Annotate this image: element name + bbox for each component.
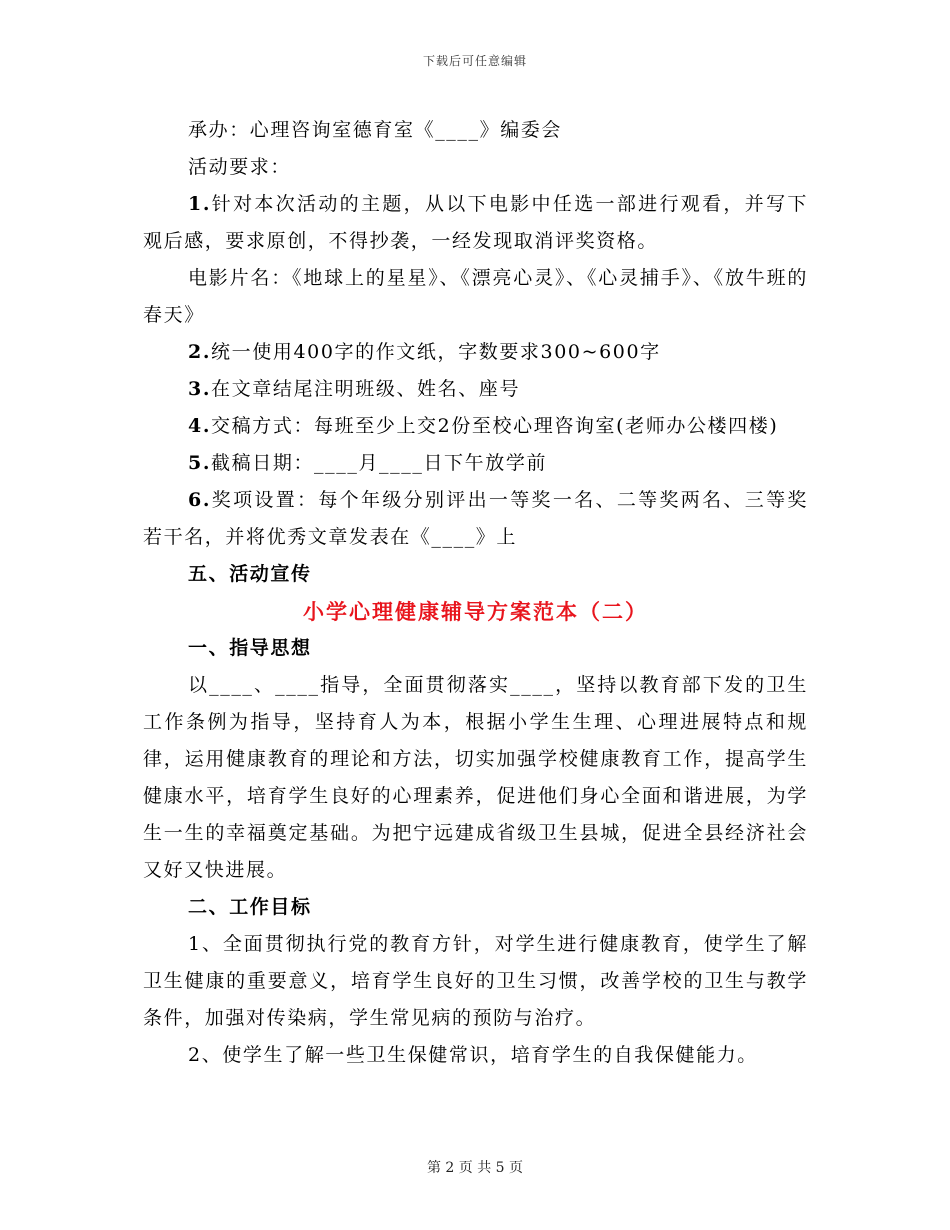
item-number: 4. [188,415,212,437]
work-goal-2: 2、使学生了解一些卫生保健常识，培育学生的自我保健能力。 [188,1044,758,1066]
page-header: 下载后可任意编辑 [422,54,527,68]
item-text: 针对本次活动的主题，从以下电影中任选一部进行观看，并写下观后感，要求原创，不得抄袭，一经发现取消评奖资格。 [143,193,808,252]
requirement-item-1 [143,186,808,260]
item-number: 2. [188,341,212,363]
document-body [143,112,808,1074]
section-heading-work-goals: 二、工作目标 [188,896,312,918]
item-text: 奖项设置：每个年级分别评出一等奖一名、二等奖两名、三等奖若干名，并将优秀文章发表在《____》上 [143,489,808,548]
item-number: 5. [188,452,212,474]
requirement-item-4 [143,408,808,445]
requirement-item-6 [143,482,808,556]
organizer-paragraph: 承办：心理咨询室德育室《____》编委会 [188,119,563,141]
item-number: 1. [188,193,212,215]
page-footer: 第 2 页 共 5 页 [426,1160,524,1176]
movie-list-paragraph: 电影片名：《地球上的星星》、《漂亮心灵》、《心灵捕手》、《放牛班的春天》 [143,267,808,326]
item-text: 统一使用400字的作文纸，字数要求300~600字 [211,341,661,363]
guiding-ideology-paragraph: 以____、____指导，全面贯彻落实____，坚持以教育部下发的卫生工作条例为指导，坚持育人为本，根据小学生生理、心理进展特点和规律，运用健康教育的理论和方法，切实加强学校健康教育工作，提高学生健康水平，培育学生良好的心理素养，促进他们身心全面和谐进展，为学生一生的幸福奠定基础。为把宁远建成省级卫生县城，促进全县经济社会又好又快进展。 [143,674,808,881]
requirements-label: 活动要求： [188,156,292,178]
item-text: 在文章结尾注明班级、姓名、座号 [211,378,521,400]
work-goal-1: 1、全面贯彻执行党的教育方针，对学生进行健康教育，使学生了解卫生健康的重要意义，培育学生良好的卫生习惯，改善学校的卫生与教学条件，加强对传染病，学生常见病的预防与治疗。 [143,933,808,1029]
requirement-item-2 [143,334,808,371]
document-title: 小学心理健康辅导方案范本（二） [303,599,648,624]
requirement-item-3 [143,371,808,408]
item-number: 6. [188,489,212,511]
section-heading-guiding-ideology: 一、指导思想 [188,637,312,659]
item-number: 3. [188,378,212,400]
item-text: 交稿方式：每班至少上交2份至校心理咨询室(老师办公楼四楼) [211,415,779,437]
item-text: 截稿日期：____月____日下午放学前 [211,452,548,474]
requirement-item-5 [143,445,808,482]
section-heading-publicity: 五、活动宣传 [188,563,312,585]
